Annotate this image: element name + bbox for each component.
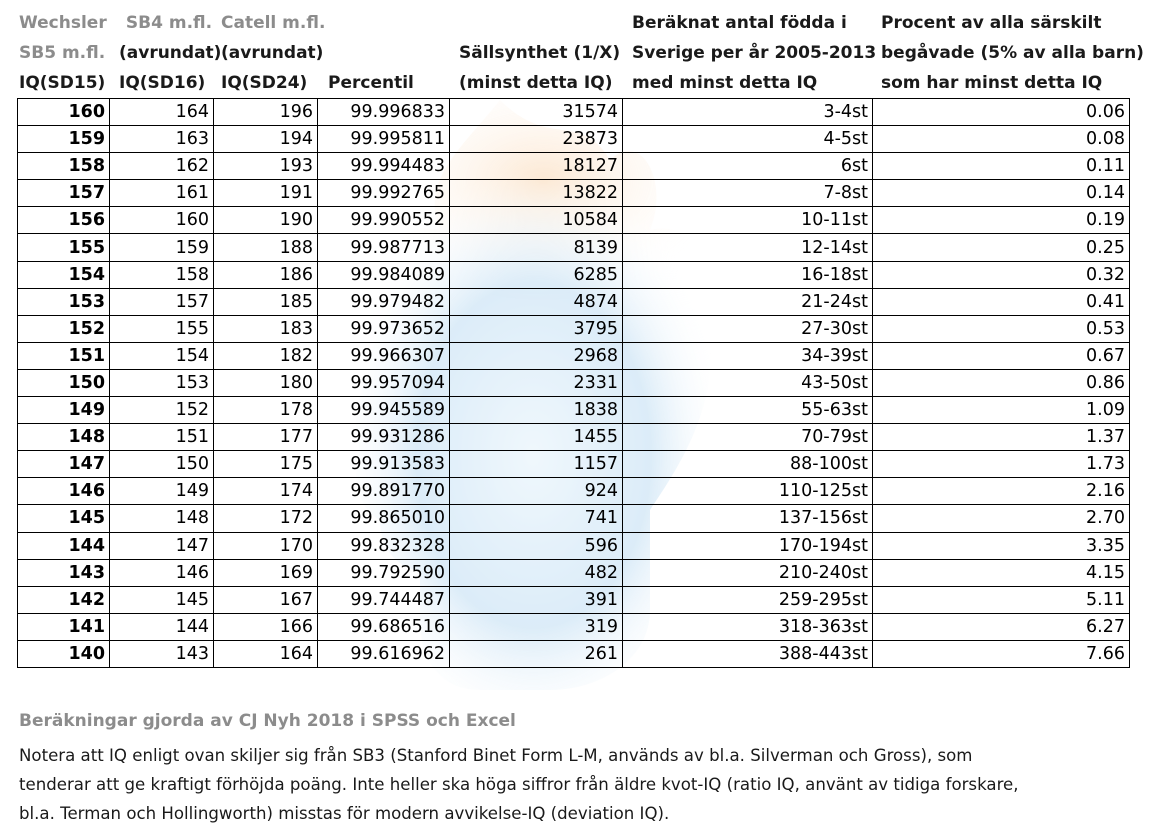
cell-sallsynthet: 1157: [450, 451, 623, 478]
header-wechsler: [19, 8, 107, 98]
footnote-line1: Notera att IQ enligt ovan skiljer sig från SB3 (Stanford Binet Form L-M, används av bl.a. Silverman och Gross), som: [19, 746, 973, 765]
footnote-line2: tenderar att ge kraftigt förhöjda poäng. Inte heller ska höga siffror från äldre kvot-IQ (ratio IQ, använt av tidiga forskare,: [19, 775, 1019, 794]
cell-percentil: 99.994483: [318, 153, 450, 180]
cell-sallsynthet: 18127: [450, 153, 623, 180]
header-catell-line1: Catell m.fl.: [221, 13, 326, 33]
table-row: [18, 505, 1130, 532]
cell-sallsynthet: 13822: [450, 180, 623, 207]
cell-procent: 0.14: [873, 180, 1130, 207]
table-row: [18, 99, 1130, 126]
cell-antal-fodda: 110-125st: [623, 478, 873, 505]
cell-antal-fodda: 16-18st: [623, 261, 873, 288]
cell-procent: 0.11: [873, 153, 1130, 180]
header-antal-fodda: [632, 8, 876, 98]
table-row: [18, 478, 1130, 505]
header-wechsler-line3: IQ(SD15): [19, 73, 106, 93]
cell-wechsler-iq: 142: [18, 586, 110, 613]
cell-antal-fodda: 7-8st: [623, 180, 873, 207]
cell-sallsynthet: 3795: [450, 315, 623, 342]
header-sb4: [119, 8, 222, 98]
cell-sb4-iq: 164: [110, 99, 214, 126]
cell-percentil: 99.957094: [318, 369, 450, 396]
cell-catell-iq: 183: [214, 315, 318, 342]
cell-wechsler-iq: 151: [18, 342, 110, 369]
cell-sb4-iq: 147: [110, 532, 214, 559]
cell-wechsler-iq: 160: [18, 99, 110, 126]
cell-antal-fodda: 137-156st: [623, 505, 873, 532]
header-procent-line3: som har minst detta IQ: [881, 73, 1103, 93]
cell-catell-iq: 177: [214, 424, 318, 451]
cell-catell-iq: 175: [214, 451, 318, 478]
cell-sallsynthet: 261: [450, 640, 623, 667]
cell-catell-iq: 164: [214, 640, 318, 667]
cell-antal-fodda: 318-363st: [623, 613, 873, 640]
cell-sallsynthet: 319: [450, 613, 623, 640]
table-row: [18, 424, 1130, 451]
table-row: [18, 288, 1130, 315]
header-procent-line1: Procent av alla särskilt: [881, 13, 1102, 33]
cell-procent: 6.27: [873, 613, 1130, 640]
iq-rarity-table: [17, 98, 1130, 668]
cell-wechsler-iq: 147: [18, 451, 110, 478]
cell-catell-iq: 174: [214, 478, 318, 505]
cell-wechsler-iq: 153: [18, 288, 110, 315]
table-row: [18, 315, 1130, 342]
header-catell: [221, 8, 325, 98]
cell-procent: 0.53: [873, 315, 1130, 342]
cell-sb4-iq: 152: [110, 397, 214, 424]
cell-wechsler-iq: 145: [18, 505, 110, 532]
cell-percentil: 99.990552: [318, 207, 450, 234]
cell-procent: 0.19: [873, 207, 1130, 234]
table-row: [18, 126, 1130, 153]
table-row: [18, 342, 1130, 369]
cell-sallsynthet: 924: [450, 478, 623, 505]
cell-wechsler-iq: 150: [18, 369, 110, 396]
table-row: [18, 207, 1130, 234]
header-sallsynthet: [459, 38, 620, 98]
table-row: [18, 153, 1130, 180]
header-sb4-line2: (avrundat): [119, 43, 222, 63]
cell-antal-fodda: 210-240st: [623, 559, 873, 586]
footnote-line3: bl.a. Terman och Hollingworth) misstas för modern avvikelse-IQ (deviation IQ).: [19, 804, 670, 823]
cell-percentil: 99.984089: [318, 261, 450, 288]
cell-catell-iq: 191: [214, 180, 318, 207]
cell-percentil: 99.913583: [318, 451, 450, 478]
cell-sb4-iq: 158: [110, 261, 214, 288]
header-procent: [881, 8, 1144, 98]
cell-procent: 1.37: [873, 424, 1130, 451]
cell-sallsynthet: 23873: [450, 126, 623, 153]
cell-procent: 0.41: [873, 288, 1130, 315]
cell-sallsynthet: 31574: [450, 99, 623, 126]
cell-catell-iq: 185: [214, 288, 318, 315]
cell-sb4-iq: 144: [110, 613, 214, 640]
cell-antal-fodda: 10-11st: [623, 207, 873, 234]
cell-wechsler-iq: 140: [18, 640, 110, 667]
cell-percentil: 99.744487: [318, 586, 450, 613]
cell-sb4-iq: 159: [110, 234, 214, 261]
cell-sb4-iq: 160: [110, 207, 214, 234]
cell-wechsler-iq: 152: [18, 315, 110, 342]
cell-wechsler-iq: 157: [18, 180, 110, 207]
cell-antal-fodda: 27-30st: [623, 315, 873, 342]
cell-percentil: 99.966307: [318, 342, 450, 369]
cell-wechsler-iq: 148: [18, 424, 110, 451]
cell-sallsynthet: 482: [450, 559, 623, 586]
cell-sallsynthet: 4874: [450, 288, 623, 315]
cell-procent: 0.08: [873, 126, 1130, 153]
header-antal-fodda-line1: Beräknat antal födda i: [632, 13, 847, 33]
cell-percentil: 99.931286: [318, 424, 450, 451]
header-procent-line2: begåvade (5% av alla barn): [881, 43, 1144, 63]
cell-catell-iq: 194: [214, 126, 318, 153]
cell-sallsynthet: 741: [450, 505, 623, 532]
cell-wechsler-iq: 155: [18, 234, 110, 261]
header-sallsynthet-line2: (minst detta IQ): [459, 73, 613, 93]
footnote: [19, 741, 1129, 828]
table-row: [18, 369, 1130, 396]
table-row: [18, 261, 1130, 288]
cell-percentil: 99.973652: [318, 315, 450, 342]
cell-catell-iq: 188: [214, 234, 318, 261]
header-antal-fodda-line3: med minst detta IQ: [632, 73, 818, 93]
cell-procent: 1.73: [873, 451, 1130, 478]
cell-procent: 7.66: [873, 640, 1130, 667]
table-row: [18, 613, 1130, 640]
cell-sb4-iq: 155: [110, 315, 214, 342]
iq-rarity-table-body: [18, 99, 1130, 668]
cell-percentil: 99.996833: [318, 99, 450, 126]
cell-procent: 1.09: [873, 397, 1130, 424]
cell-procent: 2.70: [873, 505, 1130, 532]
cell-antal-fodda: 259-295st: [623, 586, 873, 613]
table-row: [18, 234, 1130, 261]
cell-catell-iq: 196: [214, 99, 318, 126]
header-wechsler-line2: SB5 m.fl.: [19, 43, 106, 63]
cell-wechsler-iq: 156: [18, 207, 110, 234]
cell-procent: 0.67: [873, 342, 1130, 369]
cell-catell-iq: 166: [214, 613, 318, 640]
credit-line: Beräkningar gjorda av CJ Nyh 2018 i SPSS och Excel: [19, 711, 516, 731]
cell-sallsynthet: 1838: [450, 397, 623, 424]
header-sb4-line1: SB4 m.fl.: [125, 13, 213, 33]
cell-antal-fodda: 70-79st: [623, 424, 873, 451]
header-antal-fodda-line2: Sverige per år 2005-2013: [632, 43, 877, 63]
cell-wechsler-iq: 154: [18, 261, 110, 288]
cell-antal-fodda: 43-50st: [623, 369, 873, 396]
header-sallsynthet-line1: Sällsynthet (1/X): [459, 43, 621, 63]
cell-sallsynthet: 6285: [450, 261, 623, 288]
cell-antal-fodda: 4-5st: [623, 126, 873, 153]
cell-catell-iq: 167: [214, 586, 318, 613]
header-catell-line2: (avrundat): [221, 43, 324, 63]
cell-antal-fodda: 88-100st: [623, 451, 873, 478]
table-row: [18, 640, 1130, 667]
cell-sb4-iq: 163: [110, 126, 214, 153]
cell-percentil: 99.616962: [318, 640, 450, 667]
cell-antal-fodda: 170-194st: [623, 532, 873, 559]
table-row: [18, 180, 1130, 207]
cell-sb4-iq: 150: [110, 451, 214, 478]
cell-procent: 0.25: [873, 234, 1130, 261]
cell-catell-iq: 186: [214, 261, 318, 288]
cell-wechsler-iq: 143: [18, 559, 110, 586]
cell-wechsler-iq: 149: [18, 397, 110, 424]
cell-antal-fodda: 34-39st: [623, 342, 873, 369]
table-row: [18, 586, 1130, 613]
cell-wechsler-iq: 146: [18, 478, 110, 505]
cell-antal-fodda: 6st: [623, 153, 873, 180]
table-row: [18, 559, 1130, 586]
cell-catell-iq: 178: [214, 397, 318, 424]
cell-catell-iq: 190: [214, 207, 318, 234]
cell-sallsynthet: 596: [450, 532, 623, 559]
cell-catell-iq: 193: [214, 153, 318, 180]
cell-sallsynthet: 8139: [450, 234, 623, 261]
header-percentil-line1: Percentil: [328, 73, 414, 93]
cell-percentil: 99.891770: [318, 478, 450, 505]
cell-percentil: 99.832328: [318, 532, 450, 559]
cell-procent: 3.35: [873, 532, 1130, 559]
cell-catell-iq: 182: [214, 342, 318, 369]
cell-percentil: 99.945589: [318, 397, 450, 424]
table-row: [18, 397, 1130, 424]
cell-wechsler-iq: 158: [18, 153, 110, 180]
cell-sallsynthet: 2968: [450, 342, 623, 369]
cell-percentil: 99.686516: [318, 613, 450, 640]
header-wechsler-line1: Wechsler: [19, 13, 107, 33]
header-percentil: [328, 68, 414, 98]
cell-wechsler-iq: 144: [18, 532, 110, 559]
cell-catell-iq: 170: [214, 532, 318, 559]
cell-percentil: 99.987713: [318, 234, 450, 261]
cell-procent: 0.32: [873, 261, 1130, 288]
header-catell-line3: IQ(SD24): [221, 73, 308, 93]
cell-percentil: 99.792590: [318, 559, 450, 586]
cell-procent: 0.86: [873, 369, 1130, 396]
cell-sallsynthet: 10584: [450, 207, 623, 234]
cell-antal-fodda: 21-24st: [623, 288, 873, 315]
cell-percentil: 99.995811: [318, 126, 450, 153]
cell-sb4-iq: 154: [110, 342, 214, 369]
cell-procent: 4.15: [873, 559, 1130, 586]
cell-sallsynthet: 391: [450, 586, 623, 613]
cell-wechsler-iq: 159: [18, 126, 110, 153]
cell-catell-iq: 180: [214, 369, 318, 396]
cell-sb4-iq: 143: [110, 640, 214, 667]
cell-procent: 5.11: [873, 586, 1130, 613]
cell-procent: 0.06: [873, 99, 1130, 126]
table-row: [18, 532, 1130, 559]
cell-sb4-iq: 162: [110, 153, 214, 180]
cell-sb4-iq: 161: [110, 180, 214, 207]
cell-wechsler-iq: 141: [18, 613, 110, 640]
cell-sb4-iq: 157: [110, 288, 214, 315]
cell-antal-fodda: 12-14st: [623, 234, 873, 261]
cell-catell-iq: 169: [214, 559, 318, 586]
cell-sb4-iq: 149: [110, 478, 214, 505]
cell-sb4-iq: 145: [110, 586, 214, 613]
cell-antal-fodda: 55-63st: [623, 397, 873, 424]
cell-antal-fodda: 388-443st: [623, 640, 873, 667]
cell-sb4-iq: 153: [110, 369, 214, 396]
cell-percentil: 99.992765: [318, 180, 450, 207]
cell-percentil: 99.979482: [318, 288, 450, 315]
cell-sb4-iq: 148: [110, 505, 214, 532]
cell-sb4-iq: 151: [110, 424, 214, 451]
cell-procent: 2.16: [873, 478, 1130, 505]
cell-sallsynthet: 1455: [450, 424, 623, 451]
cell-sb4-iq: 146: [110, 559, 214, 586]
cell-percentil: 99.865010: [318, 505, 450, 532]
cell-catell-iq: 172: [214, 505, 318, 532]
table-row: [18, 451, 1130, 478]
cell-sallsynthet: 2331: [450, 369, 623, 396]
header-sb4-line3: IQ(SD16): [119, 73, 206, 93]
cell-antal-fodda: 3-4st: [623, 99, 873, 126]
